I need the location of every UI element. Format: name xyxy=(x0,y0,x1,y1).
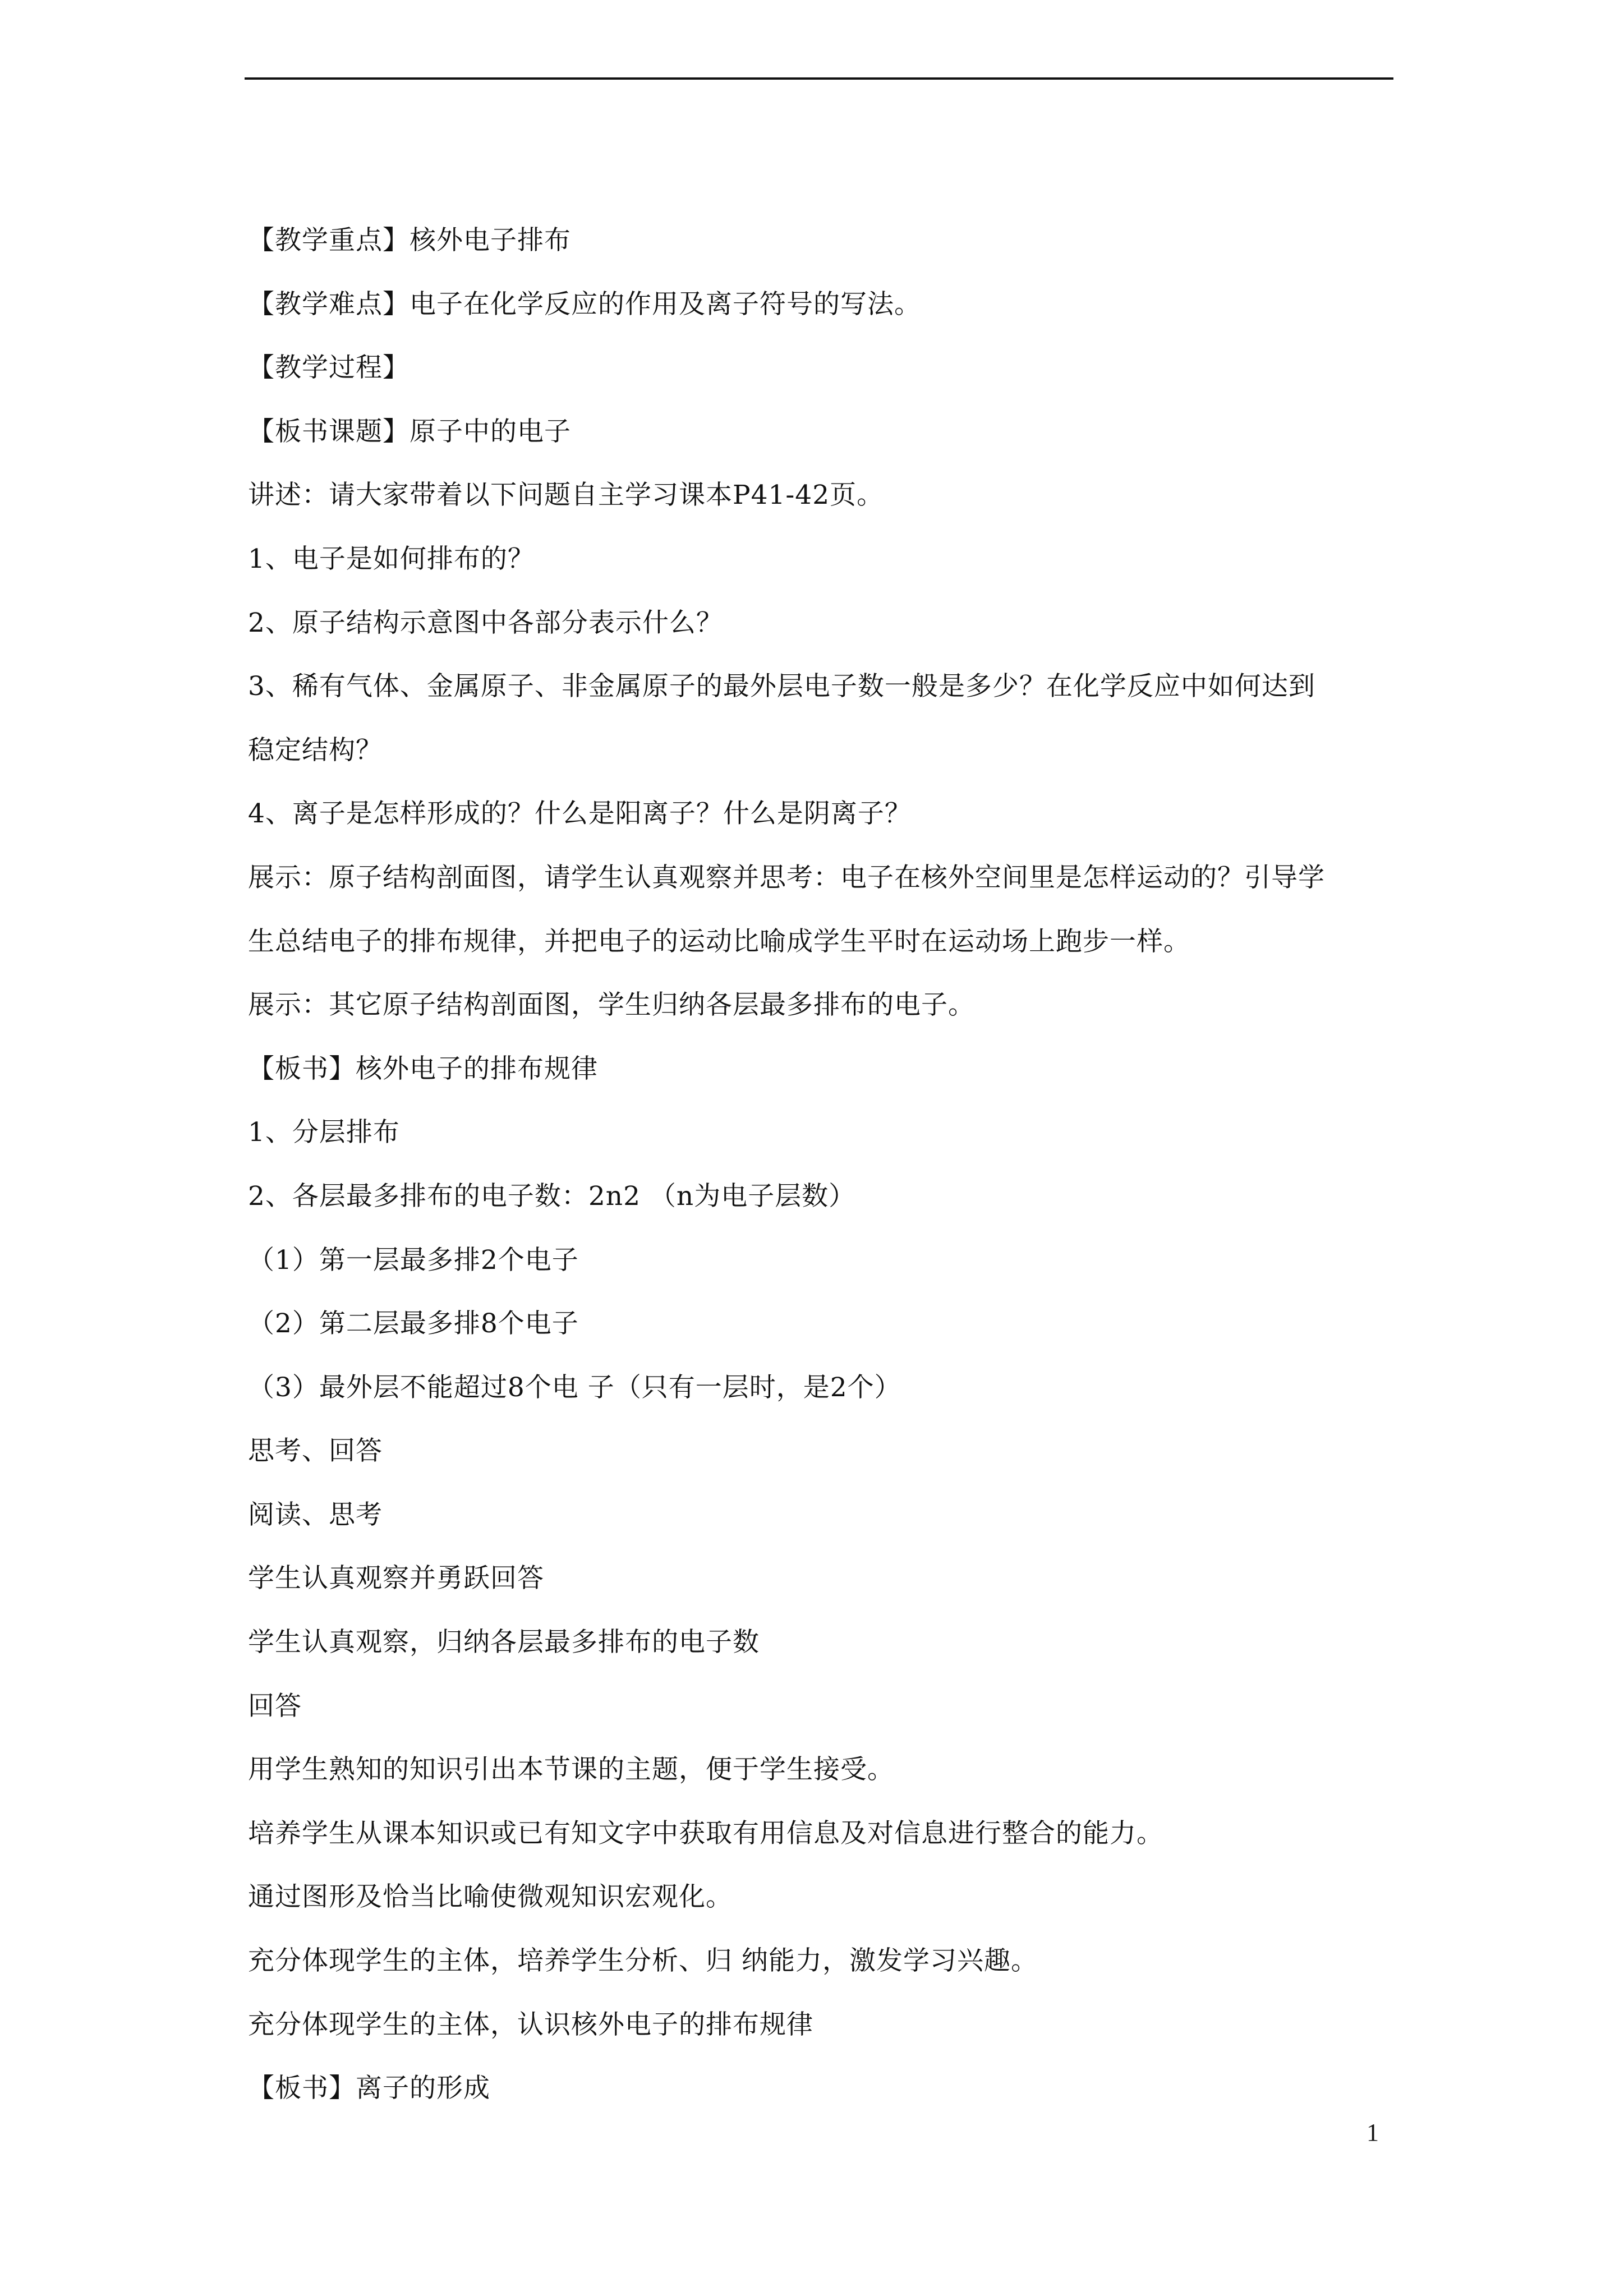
text-line: 回答 xyxy=(248,1690,302,1722)
text-line: （3）最外层不能超过8个电 子（只有一层时，是2个） xyxy=(248,1372,901,1403)
text-line: 【板书】核外电子的排布规律 xyxy=(248,1053,598,1084)
text-line: 稳定结构？ xyxy=(248,734,383,766)
text-line: 【板书课题】原子中的电子 xyxy=(248,416,571,447)
page-number: 1 xyxy=(1367,2119,1379,2146)
header-rule xyxy=(245,77,1393,80)
text-line: 思考、回答 xyxy=(248,1435,383,1467)
text-line: 3、稀有气体、金属原子、非金属原子的最外层电子数一般是多少？在化学反应中如何达到 xyxy=(248,671,1315,702)
text-line: 生总结电子的排布规律，并把电子的运动比喻成学生平时在运动场上跑步一样。 xyxy=(248,926,1190,957)
text-line: 学生认真观察并勇跃回答 xyxy=(248,1563,544,1594)
text-line: 【教学重点】核外电子排布 xyxy=(248,225,571,256)
text-line: 【教学过程】 xyxy=(248,352,410,384)
text-line: 充分体现学生的主体，认识核外电子的排布规律 xyxy=(248,2009,813,2040)
text-line: 2、各层最多排布的电子数：2n2 （n为电子层数） xyxy=(248,1180,856,1212)
text-line: 用学生熟知的知识引出本节课的主题，便于学生接受。 xyxy=(248,1754,894,1786)
text-line: 1、分层排布 xyxy=(248,1117,400,1148)
text-line: 充分体现学生的主体，培养学生分析、归 纳能力，激发学习兴趣。 xyxy=(248,1945,1038,1977)
text-line: 培养学生从课本知识或已有知文字中获取有用信息及对信息进行整合的能力。 xyxy=(248,1818,1163,1849)
text-line: 【教学难点】电子在化学反应的作用及离子符号的写法。 xyxy=(248,288,921,320)
text-line: 学生认真观察，归纳各层最多排布的电子数 xyxy=(248,1627,760,1658)
text-line: （2）第二层最多排8个电子 xyxy=(248,1308,579,1340)
text-line: 2、原子结构示意图中各部分表示什么？ xyxy=(248,607,723,638)
text-line: 通过图形及恰当比喻使微观知识宏观化。 xyxy=(248,1881,733,1913)
text-line: 展示：其它原子结构剖面图，学生归纳各层最多排布的电子。 xyxy=(248,990,975,1021)
document-body xyxy=(248,209,1392,2120)
text-line: 4、离子是怎样形成的？什么是阳离子？什么是阴离子？ xyxy=(248,798,912,830)
text-line: 展示：原子结构剖面图，请学生认真观察并思考：电子在核外空间里是怎样运动的？引导学 xyxy=(248,862,1325,893)
text-line: 阅读、思考 xyxy=(248,1499,383,1530)
text-line: 讲述：请大家带着以下问题自主学习课本P41-42页。 xyxy=(248,480,884,511)
text-line: （1）第一层最多排2个电子 xyxy=(248,1244,579,1276)
text-line: 【板书】离子的形成 xyxy=(248,2073,490,2104)
text-line: 1、电子是如何排布的？ xyxy=(248,543,535,574)
